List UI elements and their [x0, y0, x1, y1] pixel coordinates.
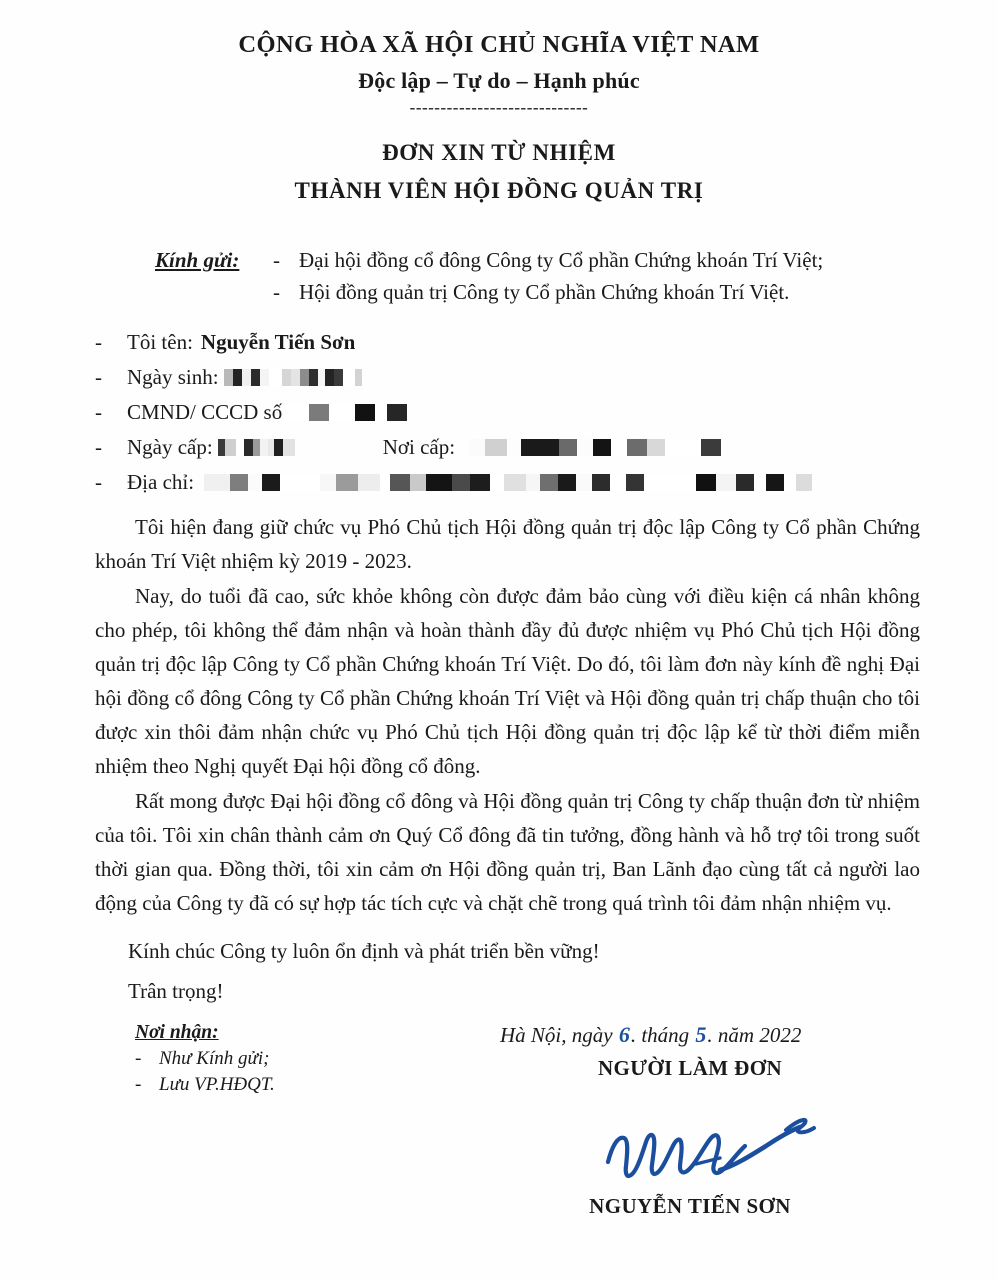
bullet-dash: - — [135, 1047, 142, 1069]
dob-label: Ngày sinh: — [127, 364, 219, 389]
title-line-1: ĐƠN XIN TỪ NHIỆM — [382, 139, 616, 165]
info-row-address — [95, 465, 998, 500]
handwritten-month: 5 — [695, 1021, 707, 1047]
issue-date-redaction — [218, 439, 295, 456]
bullet-dash: - — [135, 1073, 142, 1095]
signer-role: NGƯỜI LÀM ĐƠN — [597, 1055, 783, 1080]
bullet-dash: - — [273, 247, 280, 272]
header-separator: ----------------------------- — [409, 97, 589, 117]
bullet-dash: - — [95, 329, 102, 354]
bullet-dash: - — [95, 364, 102, 389]
info-row-name — [95, 325, 998, 360]
info-row-id — [95, 395, 998, 430]
document-title — [0, 140, 998, 204]
recipient-item-1: Đại hội đồng cổ đông Công ty Cổ phần Chứng khoán Trí Việt; — [299, 247, 824, 272]
date-line — [500, 1022, 801, 1048]
recipient-row — [155, 244, 998, 277]
national-motto: Độc lập – Tự do – Hạnh phúc — [358, 67, 640, 93]
info-row-dob — [95, 360, 998, 395]
month-dot: . — [707, 1022, 713, 1047]
name-label: Tôi tên: — [127, 329, 193, 354]
recipients-block — [0, 244, 998, 309]
info-row-issue — [95, 430, 998, 465]
year-label: năm 2022 — [717, 1022, 802, 1047]
body-paragraph-1: Tôi hiện đang giữ chức vụ Phó Chủ tịch Hội đồng quản trị độc lập Công ty Cổ phần Chứng khoán Trí Việt nhiệm kỳ 2019 - 2023. — [95, 514, 920, 573]
bullet-dash: - — [95, 399, 102, 424]
date-prefix: Hà Nội, ngày — [500, 1022, 613, 1047]
address-label: Địa chỉ: — [127, 469, 195, 494]
address-redaction — [204, 474, 812, 491]
issue-place-label: Nơi cấp: — [382, 434, 456, 459]
closing-wish: Kính chúc Công ty luôn ổn định và phát triển bền vững! — [128, 938, 600, 963]
closing-regards: Trân trọng! — [128, 978, 224, 1003]
distribution-item — [135, 1048, 275, 1070]
recipients-label: Kính gửi: — [155, 247, 240, 272]
day-dot: . — [630, 1022, 637, 1047]
handwritten-signature-icon — [600, 1100, 830, 1195]
bullet-dash: - — [95, 469, 102, 494]
issue-place-redaction — [469, 439, 721, 456]
body-paragraph-3: Rất mong được Đại hội đồng cổ đông và Hội đồng quản trị Công ty chấp thuận đơn từ nhiệm của tôi. Tôi xin chân thành cảm ơn Quý Cổ đông đã tin tưởng, đồng hành và hỗ trợ tôi trong suốt thời gian qua. Đồng thời, tôi xin cảm ơn Hội đồng quản trị, Ban Lãnh đạo cùng tất cả người lao động của Công ty đã có sự hợp tác tích cực và chặt chẽ trong quá trình tôi đảm nhận nhiệm vụ. — [95, 788, 920, 915]
bullet-dash: - — [273, 280, 280, 305]
distribution-item-label: Như Kính gửi; — [159, 1047, 270, 1069]
distribution-item-label: Lưu VP.HĐQT. — [159, 1073, 275, 1095]
national-header — [0, 0, 998, 118]
document-body — [0, 510, 998, 920]
closing-block — [0, 934, 998, 1008]
distribution-title: Nơi nhận: — [135, 1021, 219, 1043]
distribution-item — [135, 1074, 275, 1096]
signer-name: NGUYỄN TIẾN SƠN — [589, 1193, 791, 1218]
bullet-dash: - — [95, 434, 102, 459]
month-label: tháng — [641, 1022, 690, 1047]
title-line-2: THÀNH VIÊN HỘI ĐỒNG QUẢN TRỊ — [294, 177, 704, 203]
country-name: CỘNG HÒA XÃ HỘI CHỦ NGHĨA VIỆT NAM — [238, 31, 760, 58]
personal-info-block — [0, 325, 998, 500]
handwritten-day: 6 — [618, 1021, 630, 1047]
signature-area — [0, 1022, 998, 1252]
dob-redaction — [224, 369, 362, 386]
body-paragraph-2: Nay, do tuổi đã cao, sức khỏe không còn được đảm bảo cùng với điều kiện cá nhân không cho phép, tôi không thể đảm nhận và hoàn thành đầy đủ được nhiệm vụ Phó Chủ tịch Hội đồng quản trị độc lập Công ty Cổ phần Chứng khoán Trí Việt. Do đó, tôi làm đơn này kính đề nghị Đại hội đồng cổ đông Công ty Cổ phần Chứng khoán Trí Việt và Hội đồng quản trị chấp thuận cho tôi được xin thôi đảm nhận chức vụ Phó Chủ tịch Hội đồng quản trị độc lập kể từ thời điểm miễn nhiệm theo Nghị quyết Đại hội đồng cổ đông. — [95, 583, 920, 778]
signature-mark — [600, 1100, 830, 1200]
id-label: CMND/ CCCD số — [127, 399, 283, 424]
recipient-row — [155, 276, 998, 309]
name-value: Nguyễn Tiến Sơn — [200, 329, 356, 354]
distribution-block — [135, 1022, 275, 1096]
issue-date-label: Ngày cấp: — [127, 434, 213, 459]
recipient-item-2: Hội đồng quản trị Công ty Cổ phần Chứng khoán Trí Việt. — [299, 280, 790, 305]
id-redaction — [287, 404, 407, 421]
